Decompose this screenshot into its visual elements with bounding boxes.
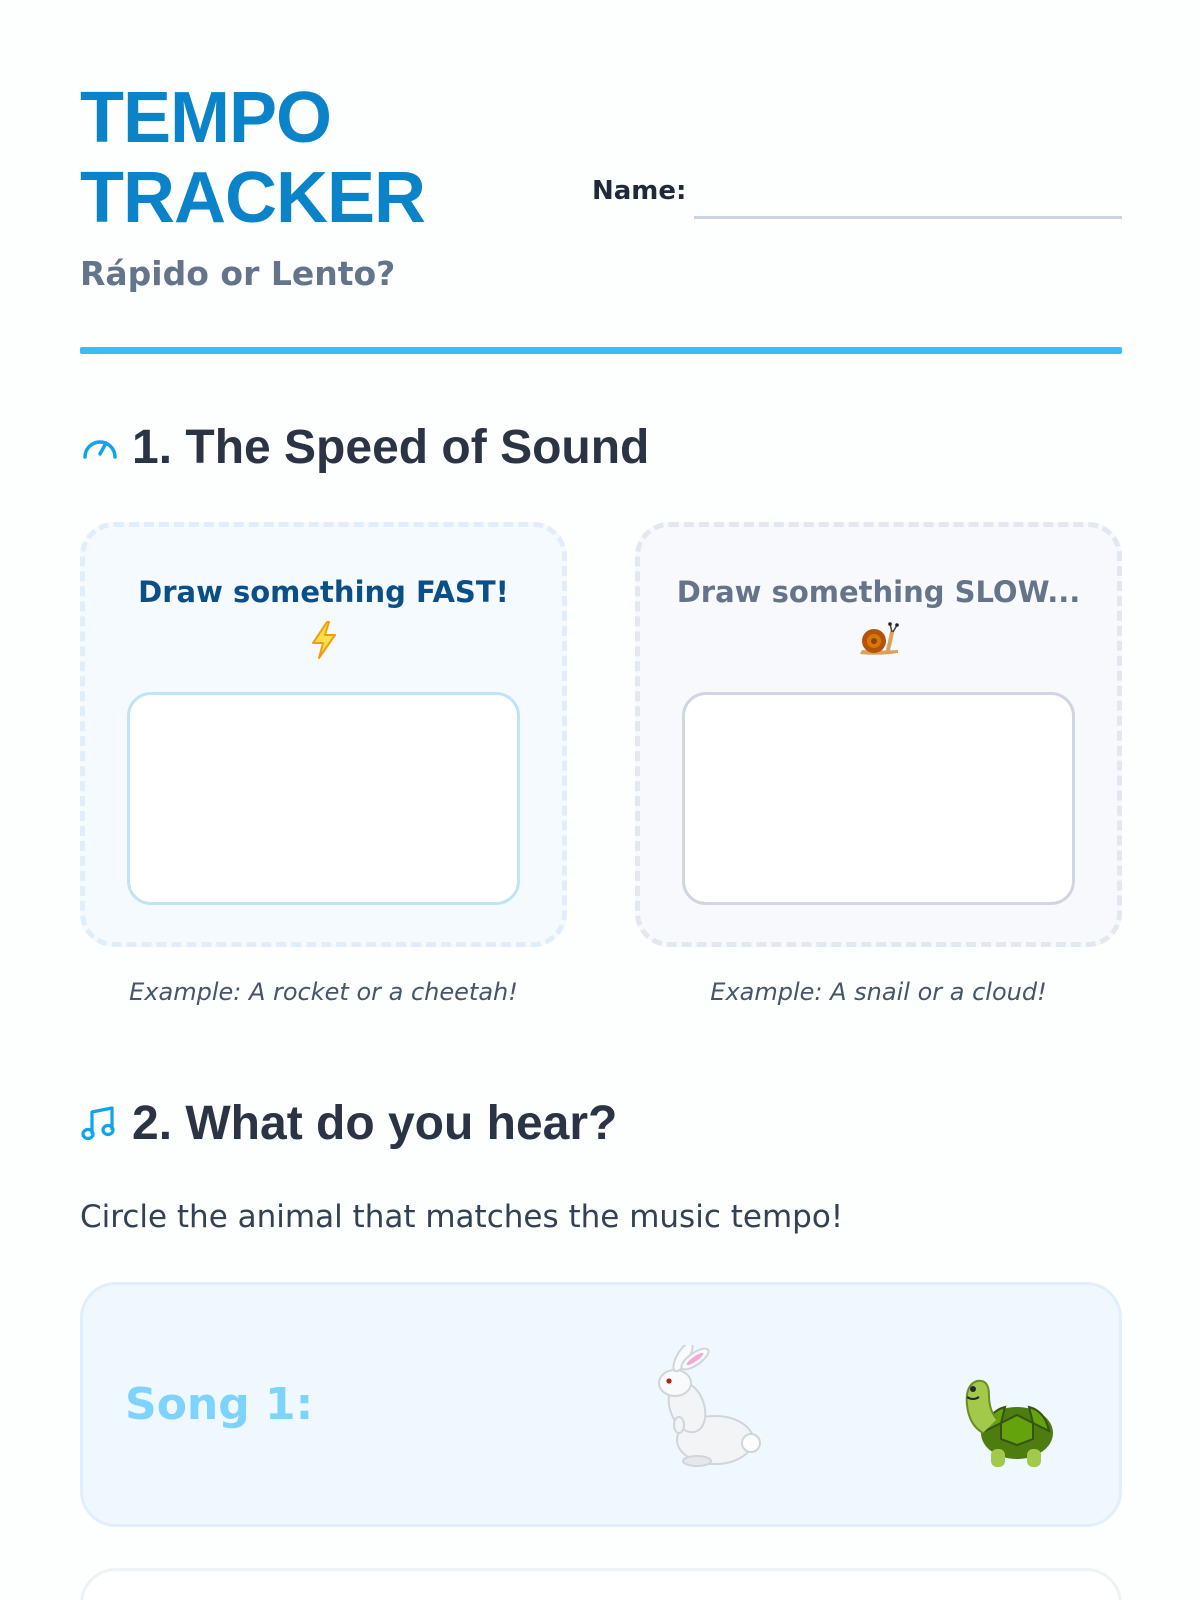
slow-drawing-area[interactable] bbox=[682, 692, 1075, 905]
fast-drawing-card bbox=[80, 522, 567, 947]
name-field[interactable] bbox=[694, 216, 1122, 219]
snail-icon bbox=[858, 619, 900, 657]
fast-card-title bbox=[115, 569, 532, 662]
slow-card-title-text: Draw something SLOW... bbox=[676, 575, 1081, 609]
page-subtitle: Rápido or Lento? bbox=[80, 254, 396, 293]
song-label: Song 1: bbox=[125, 1379, 314, 1430]
section-speed-of-sound bbox=[80, 420, 649, 475]
section-heading-1: 1. The Speed of Sound bbox=[132, 421, 650, 474]
section-heading-2: 2. What do you hear? bbox=[132, 1097, 618, 1150]
speedometer-icon bbox=[80, 428, 120, 468]
title-line-2: TRACKER bbox=[80, 158, 425, 238]
turtle-icon[interactable] bbox=[939, 1345, 1069, 1475]
name-label: Name: bbox=[592, 176, 687, 206]
fast-card-title-text: Draw something FAST! bbox=[138, 575, 509, 609]
slow-card-title bbox=[670, 569, 1087, 662]
section-what-do-you-hear bbox=[80, 1096, 617, 1151]
title-line-1: TEMPO bbox=[80, 78, 332, 158]
rabbit-icon[interactable] bbox=[645, 1345, 775, 1475]
fast-example-text: Example: A rocket or a cheetah! bbox=[129, 978, 518, 1006]
header-divider bbox=[80, 347, 1122, 354]
music-note-icon bbox=[80, 1104, 120, 1144]
slow-drawing-card bbox=[635, 522, 1122, 947]
lightning-icon bbox=[309, 619, 339, 657]
song-row-next bbox=[80, 1568, 1122, 1600]
fast-drawing-area[interactable] bbox=[127, 692, 520, 905]
slow-example-text: Example: A snail or a cloud! bbox=[710, 978, 1047, 1006]
song-row bbox=[80, 1282, 1122, 1527]
page-title bbox=[80, 78, 425, 238]
instruction-text: Circle the animal that matches the music tempo! bbox=[80, 1199, 844, 1235]
